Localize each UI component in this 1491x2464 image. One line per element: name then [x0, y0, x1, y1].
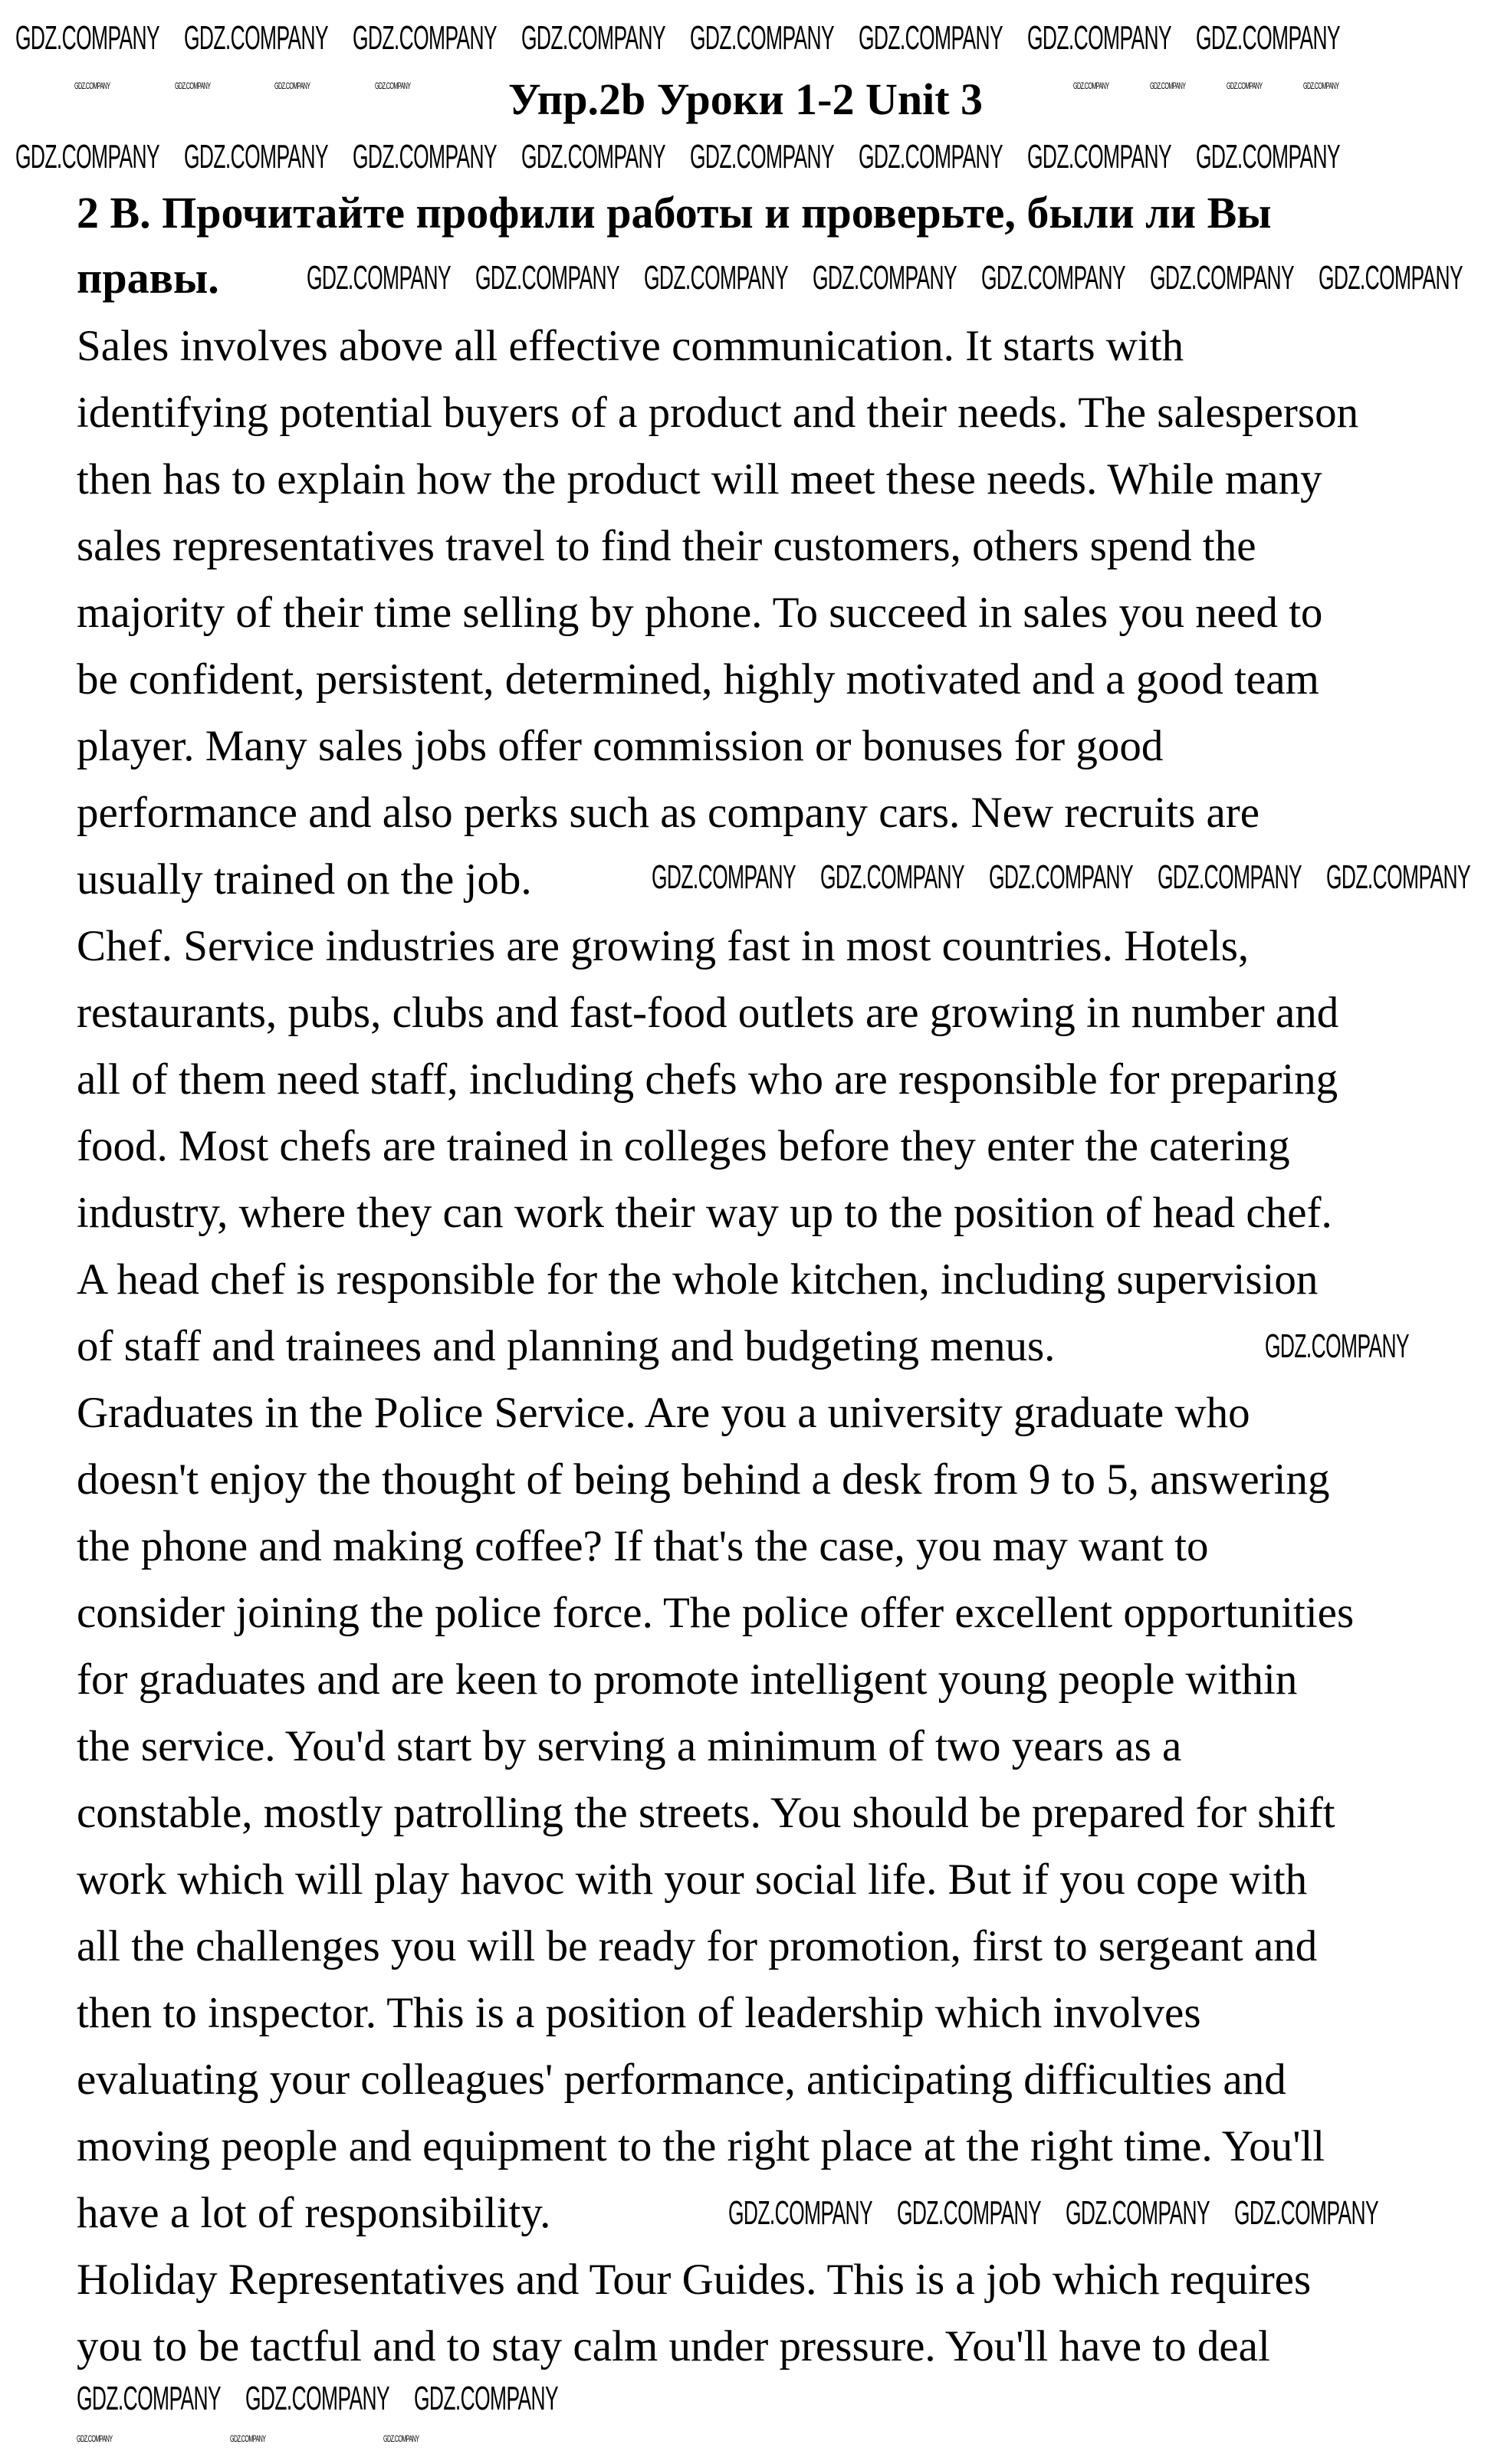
text-line: Holiday Representatives and Tour Guides. This is a job which requires [77, 2256, 1312, 2304]
text-line: have a lot of responsibility. [77, 2189, 551, 2237]
watermark-small: GDZ.COMPANY [1303, 80, 1339, 91]
watermark-small: GDZ.COMPANY [74, 80, 110, 91]
text-line: identifying potential buyers of a product and their needs. The salesperson [77, 389, 1359, 437]
watermark: GDZ.COMPANY [307, 259, 451, 297]
text-line: for graduates and are keen to promote intelligent young people within [77, 1655, 1298, 1704]
text-line: then to inspector. This is a position of leadership which involves [77, 1989, 1201, 2037]
exercise-heading-cont: правы. [77, 253, 219, 303]
watermark: GDZ.COMPANY [989, 858, 1133, 896]
watermark: GDZ.COMPANY [353, 138, 497, 176]
text-line: constable, mostly patrolling the streets. You should be prepared for shift [77, 1789, 1335, 1837]
watermark: GDZ.COMPANY [1326, 858, 1470, 896]
text-line: player. Many sales jobs offer commission or bonuses for good [77, 722, 1164, 770]
text-line: the service. You'd start by serving a minimum of two years as a [77, 1722, 1182, 1770]
watermark: GDZ.COMPANY [690, 138, 834, 176]
watermark-small: GDZ.COMPANY [77, 2433, 113, 2444]
page-title: Упр.2b Уроки 1-2 Unit 3 [507, 74, 984, 124]
watermark: GDZ.COMPANY [521, 19, 665, 57]
watermark-small: GDZ.COMPANY [1227, 80, 1263, 91]
text-line: all of them need staff, including chefs who are responsible for preparing [77, 1055, 1338, 1104]
watermark-small: GDZ.COMPANY [274, 80, 310, 91]
watermark: GDZ.COMPANY [820, 858, 964, 896]
text-line: Graduates in the Police Service. Are you a university graduate who [77, 1389, 1250, 1437]
watermark: GDZ.COMPANY [414, 2380, 558, 2417]
watermark: GDZ.COMPANY [77, 2380, 221, 2417]
text-line: restaurants, pubs, clubs and fast-food outlets are growing in number and [77, 989, 1339, 1037]
watermark-small: GDZ.COMPANY [230, 2433, 266, 2444]
watermark: GDZ.COMPANY [859, 19, 1003, 57]
text-line: you to be tactful and to stay calm under pressure. You'll have to deal [77, 2322, 1270, 2370]
watermark: GDZ.COMPANY [475, 259, 619, 297]
watermark: GDZ.COMPANY [644, 259, 788, 297]
watermark: GDZ.COMPANY [1234, 2194, 1378, 2232]
watermark: GDZ.COMPANY [15, 19, 159, 57]
watermark: GDZ.COMPANY [184, 138, 328, 176]
text-line: majority of their time selling by phone. To succeed in sales you need to [77, 589, 1323, 637]
text-line: consider joining the police force. The police offer excellent opportunities [77, 1589, 1355, 1637]
watermark: GDZ.COMPANY [245, 2380, 389, 2417]
watermark: GDZ.COMPANY [1027, 19, 1171, 57]
watermark-small: GDZ.COMPANY [383, 2433, 419, 2444]
watermark: GDZ.COMPANY [521, 138, 665, 176]
watermark: GDZ.COMPANY [1066, 2194, 1210, 2232]
text-line: moving people and equipment to the right place at the right time. You'll [77, 2122, 1325, 2170]
watermark: GDZ.COMPANY [859, 138, 1003, 176]
watermark: GDZ.COMPANY [728, 2194, 872, 2232]
watermark: GDZ.COMPANY [897, 2194, 1041, 2232]
text-line: sales representatives travel to find their customers, others spend the [77, 522, 1256, 570]
exercise-heading: 2 B. Прочитайте профили работы и проверьте, были ли Вы [77, 188, 1272, 238]
text-line: all the challenges you will be ready for promotion, first to sergeant and [77, 1922, 1318, 1970]
text-line: Chef. Service industries are growing fast in most countries. Hotels, [77, 922, 1250, 970]
watermark: GDZ.COMPANY [652, 858, 796, 896]
watermark: GDZ.COMPANY [1150, 259, 1294, 297]
text-line: work which will play havoc with your social life. But if you cope with [77, 1855, 1308, 1904]
text-line: the phone and making coffee? If that's the case, you may want to [77, 1522, 1209, 1570]
watermark-small: GDZ.COMPANY [375, 80, 411, 91]
text-line: Sales involves above all effective communication. It starts with [77, 322, 1184, 370]
watermark: GDZ.COMPANY [1027, 138, 1171, 176]
watermark-small: GDZ.COMPANY [1073, 80, 1109, 91]
text-line: usually trained on the job. [77, 855, 532, 904]
text-line: of staff and trainees and planning and budgeting menus. [77, 1322, 1056, 1370]
text-line: be confident, persistent, determined, highly motivated and a good team [77, 655, 1319, 704]
watermark: GDZ.COMPANY [15, 138, 159, 176]
watermark: GDZ.COMPANY [1319, 259, 1463, 297]
text-line: then has to explain how the product will meet these needs. While many [77, 455, 1322, 504]
watermark: GDZ.COMPANY [690, 19, 834, 57]
watermark: GDZ.COMPANY [184, 19, 328, 57]
text-line: performance and also perks such as company cars. New recruits are [77, 789, 1260, 837]
text-line: evaluating your colleagues' performance, anticipating difficulties and [77, 2056, 1286, 2104]
watermark-small: GDZ.COMPANY [175, 80, 211, 91]
watermark: GDZ.COMPANY [1158, 858, 1302, 896]
text-line: industry, where they can work their way up to the position of head chef. [77, 1189, 1332, 1237]
watermark: GDZ.COMPANY [1265, 1327, 1409, 1365]
text-line: doesn't enjoy the thought of being behind a desk from 9 to 5, answering [77, 1455, 1330, 1504]
watermark: GDZ.COMPANY [353, 19, 497, 57]
watermark: GDZ.COMPANY [813, 259, 957, 297]
watermark: GDZ.COMPANY [1196, 138, 1340, 176]
watermark: GDZ.COMPANY [1196, 19, 1340, 57]
watermark: GDZ.COMPANY [981, 259, 1125, 297]
text-line: A head chef is responsible for the whole kitchen, including supervision [77, 1255, 1319, 1304]
watermark-small: GDZ.COMPANY [1150, 80, 1186, 91]
text-line: food. Most chefs are trained in colleges before they enter the catering [77, 1122, 1290, 1170]
